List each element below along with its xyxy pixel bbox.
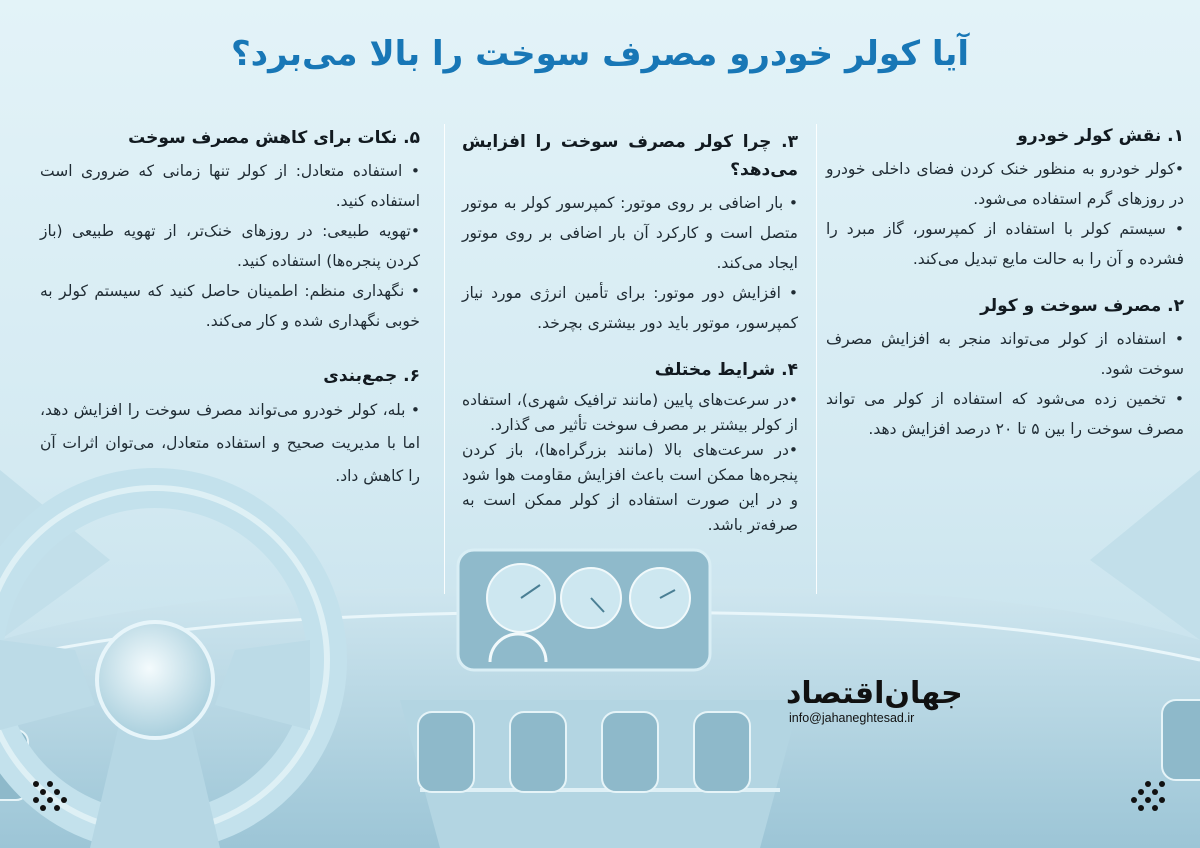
section-4 [462,356,798,538]
column-right [826,122,1184,462]
section-6-para-1: • بله، کولر خودرو می‌تواند مصرف سوخت را افزایش دهد، اما با مدیریت صحیح و استفاده متعادل، می‌توان اثرات آن را کاهش داد. [40,401,420,485]
section-3-para-1: • بار اضافی بر روی موتور: کمپرسور کولر به موتور متصل است و کارکرد آن بار اضافی بر روی موتور ایجاد می‌کند. [462,194,798,272]
section-2-para-1: • استفاده از کولر می‌تواند منجر به افزایش مصرف سوخت شود. [826,330,1184,378]
section-2-para-2: • تخمین زده می‌شود که استفاده از کولر می تواند مصرف سوخت را بین ۵ تا ۲۰ درصد افزایش دهد. [826,390,1184,438]
section-1 [826,122,1184,274]
section-2 [826,292,1184,444]
section-3-para-2: • افزایش دور موتور: برای تأمین انرژی مورد نیاز کمپرسور، موتور باید دور بیشتری بچرخد. [462,284,798,332]
brand-email: info@jahaneghtesad.ir [789,711,915,725]
section-3 [462,128,798,338]
section-5-para-1: • استفاده متعادل: از کولر تنها زمانی که ضروری است استفاده کنید. [40,162,420,210]
column-left [40,124,420,511]
section-3-heading: ۳. چرا کولر مصرف سوخت را افزایش می‌دهد؟ [462,132,798,180]
section-1-heading: ۱. نقش کولر خودرو [1017,126,1184,146]
section-5-para-2: •تهویه طبیعی: در روزهای خنک‌تر، از تهویه طبیعی (باز کردن پنجره‌ها) استفاده کنید. [40,222,420,270]
column-middle [462,128,798,556]
section-4-para-1: •در سرعت‌های پایین (مانند ترافیک شهری)، استفاده از کولر بیشتر بر مصرف سوخت تأثیر می گذارد. [462,391,798,434]
section-5-para-3: • نگهداری منظم: اطمینان حاصل کنید که سیستم کولر به خوبی نگهداری شده و کار می‌کند. [40,282,420,330]
section-5 [40,124,420,336]
section-4-para-2: •در سرعت‌های بالا (مانند بزرگراه‌ها)، باز کردن پنجره‌ها ممکن است باعث افزایش مقاومت هوا شود و در این صورت استفاده از کولر ممکن است به صرفه‌تر باشد. [462,441,798,534]
column-divider-left [444,124,445,594]
page-title: آیا کولر خودرو مصرف سوخت را بالا می‌برد؟ [230,34,970,74]
section-5-heading: ۵. نکات برای کاهش مصرف سوخت [128,128,420,148]
brand-logo: جهان‌اقتصاد [786,676,963,711]
section-6-heading: ۶. جمع‌بندی [323,366,420,386]
section-4-heading: ۴. شرایط مختلف [654,360,798,380]
column-divider-right [816,124,817,594]
section-1-para-1: •کولر خودرو به منظور خنک کردن فضای داخلی خودرو در روزهای گرم استفاده می‌شود. [826,160,1184,208]
section-1-para-2: • سیستم کولر با استفاده از کمپرسور، گاز مبرد را فشرده و آن را به حالت مایع تبدیل می‌کند. [826,220,1184,268]
instrument-cluster [458,550,710,670]
section-6 [40,362,420,493]
section-2-heading: ۲. مصرف سوخت و کولر [980,296,1184,316]
